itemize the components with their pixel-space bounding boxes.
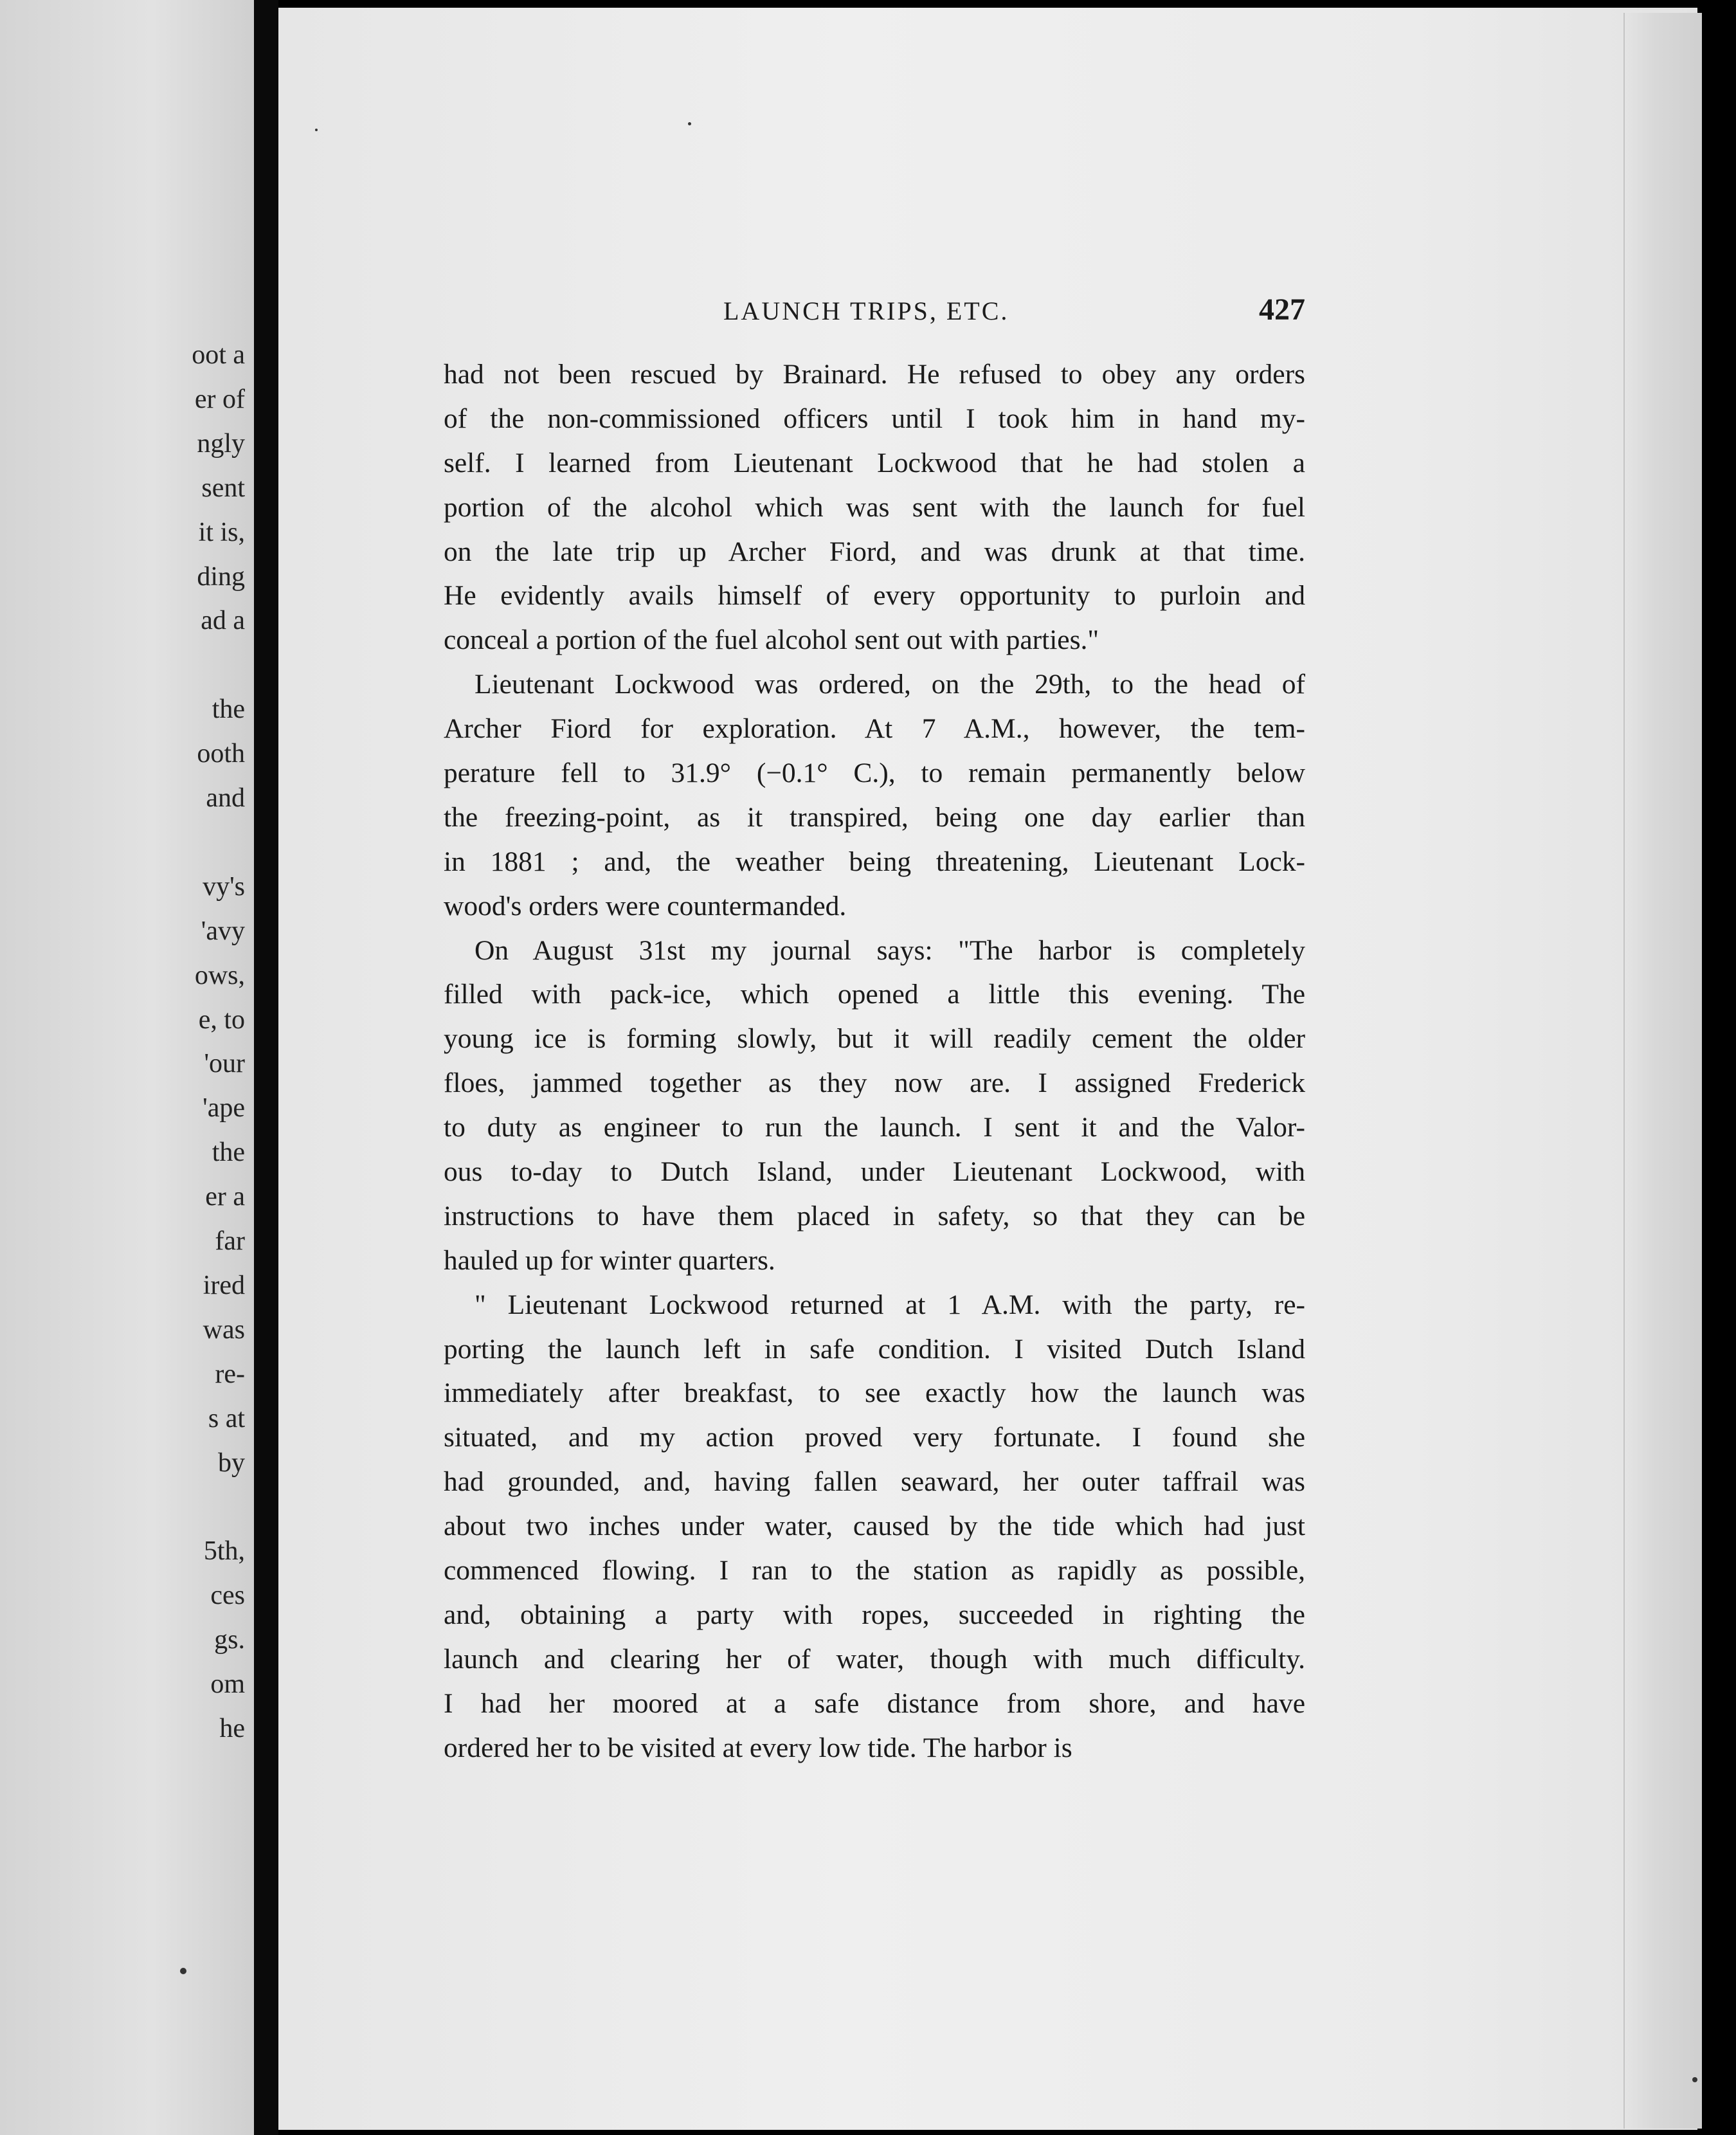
text-line: on the late trip up Archer Fiord, and was drunk at that time. bbox=[444, 536, 1305, 567]
left-page-fragment: 5th, bbox=[203, 1536, 245, 1567]
text-line: ous to-day to Dutch Island, under Lieutenant Lockwood, with bbox=[444, 1156, 1305, 1188]
text-line: immediately after breakfast, to see exactly how the launch was bbox=[444, 1377, 1305, 1409]
left-page-fragment: ad a bbox=[201, 606, 245, 636]
running-title: LAUNCH TRIPS, ETC. bbox=[723, 296, 1009, 325]
paragraph bbox=[444, 1283, 1305, 1770]
left-page-fragment: far bbox=[215, 1226, 245, 1256]
left-page-fragment: 'ape bbox=[203, 1093, 245, 1123]
page-number: 427 bbox=[1259, 293, 1305, 327]
left-page-fragment: ired bbox=[203, 1270, 245, 1300]
text-line: porting the launch left in safe condition. I visited Dutch Island bbox=[444, 1333, 1305, 1365]
left-page-fragment: 'our bbox=[204, 1049, 245, 1079]
left-page-fragment: oot a bbox=[192, 340, 245, 370]
text-line: hauled up for winter quarters. bbox=[444, 1244, 775, 1276]
left-page-fragment: he bbox=[219, 1713, 245, 1743]
text-line: ordered her to be visited at every low tide. The harbor is bbox=[444, 1732, 1072, 1763]
left-page-fragment: the bbox=[212, 695, 245, 725]
text-line: to duty as engineer to run the launch. I sent it and the Valor- bbox=[444, 1112, 1305, 1143]
left-page-fragment: and bbox=[206, 783, 245, 813]
text-line: He evidently avails himself of every opportunity to purloin and bbox=[444, 580, 1305, 612]
text-line: perature fell to 31.9° (−0.1° C.), to remain permanently below bbox=[444, 758, 1305, 789]
text-line: launch and clearing her of water, though with much difficulty. bbox=[444, 1643, 1305, 1675]
left-facing-page bbox=[0, 0, 254, 2135]
scan-speck bbox=[1692, 2077, 1697, 2082]
left-page-fragment: 'avy bbox=[201, 916, 245, 946]
text-line: had not been rescued by Brainard. He refused to obey any orders bbox=[444, 359, 1305, 390]
text-line: Lieutenant Lockwood was ordered, on the 29th, to the head of bbox=[475, 669, 1305, 700]
left-page-fragment: er a bbox=[205, 1182, 245, 1212]
text-line: had grounded, and, having fallen seaward, her outer taffrail was bbox=[444, 1466, 1305, 1498]
text-line: situated, and my action proved very fortunate. I found she bbox=[444, 1422, 1305, 1453]
left-page-fragment: ding bbox=[197, 561, 245, 592]
scan-speck bbox=[688, 122, 691, 125]
left-page-fragment: sent bbox=[201, 473, 245, 503]
paragraph bbox=[444, 929, 1305, 1283]
left-page-fragment: the bbox=[212, 1138, 245, 1168]
text-line: self. I learned from Lieutenant Lockwood that he had stolen a bbox=[444, 447, 1305, 478]
text-line: I had her moored at a safe distance from shore, and have bbox=[444, 1687, 1305, 1719]
text-line: the freezing-point, as it transpired, being one day earlier than bbox=[444, 801, 1305, 833]
paragraph bbox=[444, 662, 1305, 928]
left-page-fragment: vy's bbox=[203, 871, 245, 902]
text-line: instructions to have them placed in safety, so that they can be bbox=[444, 1200, 1305, 1231]
page-edge bbox=[1623, 13, 1702, 2129]
left-page-fragment: e, to bbox=[198, 1004, 245, 1035]
scan-speck bbox=[315, 129, 318, 131]
text-line: Archer Fiord for exploration. At 7 A.M., however, the tem- bbox=[444, 713, 1305, 745]
text-line: portion of the alcohol which was sent with the launch for fuel bbox=[444, 491, 1305, 523]
left-page-fragment: er of bbox=[194, 384, 245, 414]
body-text bbox=[444, 352, 1305, 1770]
left-page-fragment: ngly bbox=[197, 428, 245, 459]
left-page-fragment: re- bbox=[215, 1359, 245, 1389]
left-page-fragment: om bbox=[210, 1669, 245, 1699]
text-line: about two inches under water, caused by the tide which had just bbox=[444, 1511, 1305, 1542]
left-page-fragment: was bbox=[203, 1314, 245, 1345]
text-line: " Lieutenant Lockwood returned at 1 A.M. with the party, re- bbox=[475, 1289, 1305, 1320]
scan-speck bbox=[180, 1968, 186, 1974]
text-line: in 1881 ; and, the weather being threatening, Lieutenant Lock- bbox=[444, 846, 1305, 877]
text-line: young ice is forming slowly, but it will readily cement the older bbox=[444, 1023, 1305, 1055]
left-page-fragment: ows, bbox=[194, 960, 245, 990]
text-line: wood's orders were countermanded. bbox=[444, 890, 847, 922]
left-page-fragment: s at bbox=[208, 1403, 245, 1433]
paragraph bbox=[444, 352, 1305, 662]
running-head bbox=[447, 293, 1305, 334]
left-page-fragment: ces bbox=[210, 1581, 245, 1611]
left-page-fragment: ooth bbox=[197, 739, 245, 769]
book-gutter bbox=[254, 0, 278, 2135]
left-page-fragment: gs. bbox=[214, 1625, 245, 1655]
text-line: filled with pack-ice, which opened a little this evening. The bbox=[444, 979, 1305, 1010]
text-line: of the non-commissioned officers until I took him in hand my- bbox=[444, 403, 1305, 434]
left-page-fragment: it is, bbox=[198, 517, 245, 547]
left-page-fragment: by bbox=[218, 1448, 245, 1478]
text-line: commenced flowing. I ran to the station as rapidly as possible, bbox=[444, 1555, 1305, 1586]
text-line: and, obtaining a party with ropes, succeeded in righting the bbox=[444, 1599, 1305, 1630]
text-line: floes, jammed together as they now are. I assigned Frederick bbox=[444, 1068, 1305, 1099]
text-line: conceal a portion of the fuel alcohol sent out with parties." bbox=[444, 624, 1099, 656]
text-line: On August 31st my journal says: "The harbor is completely bbox=[475, 934, 1305, 966]
